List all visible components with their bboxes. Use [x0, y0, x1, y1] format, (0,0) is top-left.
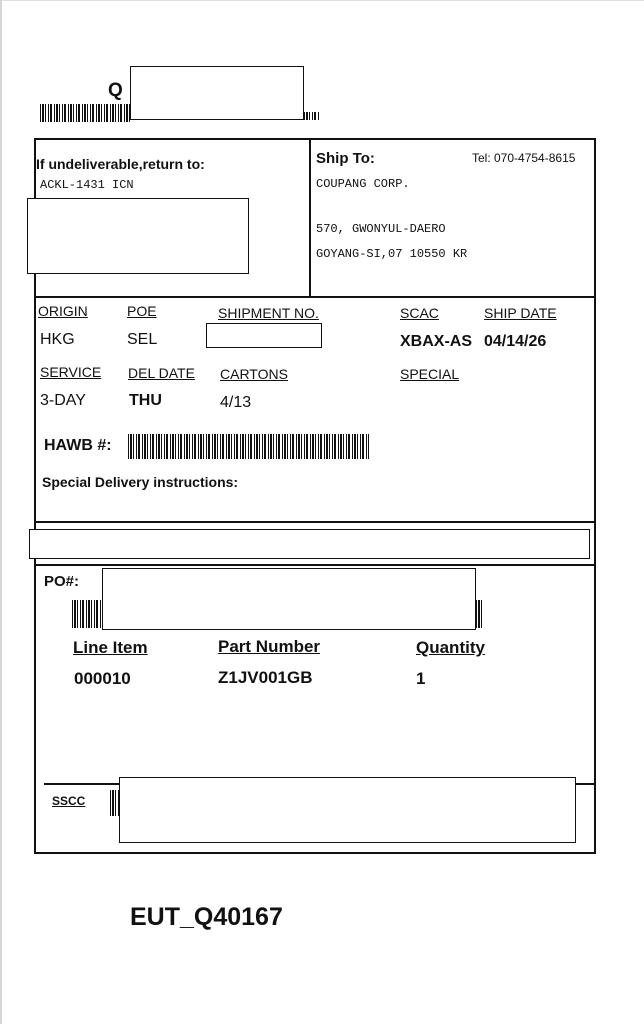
poe-header: POE — [127, 303, 157, 319]
special-header: SPECIAL — [400, 366, 460, 382]
po-label: PO#: — [44, 573, 80, 590]
page-edge-top — [0, 0, 644, 1]
ship-to-address-line1: 570, GWONYUL-DAERO — [316, 222, 446, 236]
del-date-value: THU — [129, 392, 162, 409]
redacted-header-title — [130, 66, 304, 120]
shipment-no-header: SHIPMENT NO. — [218, 305, 319, 321]
barcode-icon — [304, 112, 320, 120]
section-divider-1 — [34, 296, 596, 298]
barcode-icon — [128, 434, 369, 459]
origin-value: HKG — [40, 331, 75, 348]
barcode-icon — [40, 104, 130, 122]
del-date-header: DEL DATE — [128, 365, 195, 381]
quantity-cell: 1 — [416, 669, 426, 688]
ship-date-value: 04/14/26 — [484, 333, 547, 350]
cartons-header: CARTONS — [220, 366, 288, 382]
service-value: 3-DAY — [40, 392, 86, 409]
ship-date-header: SHIP DATE — [484, 305, 557, 321]
poe-value: SEL — [127, 331, 158, 348]
cartons-value: 4/13 — [220, 394, 252, 411]
redacted-po-number — [102, 568, 476, 630]
ship-divider-vertical — [309, 140, 311, 298]
hawb-label: HAWB #: — [44, 437, 112, 454]
ship-to-tel: Tel: 070-4754-8615 — [472, 151, 576, 165]
barcode-icon — [72, 600, 102, 628]
special-instructions-label: Special Delivery instructions: — [42, 474, 239, 490]
ship-to-label: Ship To: — [316, 150, 375, 167]
section-divider-2 — [34, 521, 596, 523]
scac-value: XBAX-AS — [400, 333, 473, 350]
barcode-icon — [476, 600, 482, 628]
redacted-band — [29, 529, 590, 559]
header-title-fragment: Q — [108, 80, 123, 101]
column-header-quantity: Quantity — [416, 638, 485, 657]
service-header: SERVICE — [40, 364, 102, 380]
section-divider-3 — [34, 564, 596, 566]
return-code: ACKL-1431 ICN — [40, 178, 134, 192]
ship-to-address-line2: GOYANG-SI,07 10550 KR — [316, 247, 468, 261]
sscc-label: SSCC — [52, 794, 86, 808]
return-label: If undeliverable,return to: — [36, 156, 205, 172]
scac-header: SCAC — [400, 305, 439, 321]
redacted-return-address — [27, 198, 249, 274]
column-header-line-item: Line Item — [73, 638, 148, 657]
page-edge-left — [0, 0, 2, 1024]
line-item-cell: 000010 — [74, 669, 131, 688]
origin-header: ORIGIN — [38, 303, 88, 319]
ship-to-company: COUPANG CORP. — [316, 177, 410, 191]
redacted-shipment-no — [206, 323, 322, 348]
column-header-part-number: Part Number — [218, 637, 321, 656]
footer-code: EUT_Q40167 — [130, 903, 283, 931]
part-number-cell: Z1JV001GB — [218, 668, 313, 687]
redacted-sscc — [119, 777, 576, 843]
